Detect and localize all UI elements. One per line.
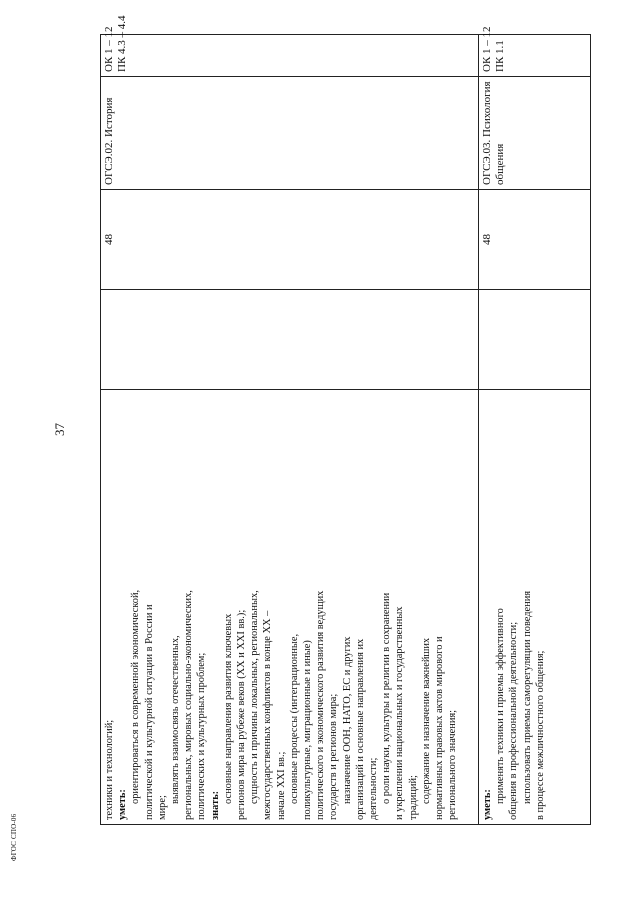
hours-value: 48: [481, 234, 493, 245]
discipline-cell: [101, 77, 479, 190]
content-line: мире;: [156, 795, 168, 820]
content-line: использовать приемы саморегуляции поведения: [521, 590, 533, 804]
content-line: общения в профессиональной деятельности;: [508, 621, 520, 820]
content-line: регионов мира на рубеже веков (XX и XXI вв.);: [236, 609, 248, 820]
content-line: политического и экономического развития ведущих: [315, 590, 327, 820]
discipline-name: ОГСЭ.02. История: [103, 97, 115, 185]
content-line: межгосударственных конфликтов в конце XX –: [262, 610, 274, 820]
footer-code: ФГОС СПО-06: [10, 813, 18, 861]
content-line: основные направления развития ключевых: [222, 613, 234, 804]
content-line: применять техники и приемы эффективного: [495, 608, 507, 804]
content-cell: [101, 390, 479, 825]
content-line: основные процессы (интеграционные,: [288, 633, 300, 804]
hours-value: 48: [103, 234, 115, 245]
competency-code: ОК 1 – 12: [481, 26, 493, 72]
content-line: знать:: [209, 790, 221, 820]
content-line: в процессе межличностного общения;: [534, 650, 546, 820]
curriculum-table: [100, 15, 591, 825]
content-line: уметь:: [482, 789, 493, 820]
content-line: нормативных правовых актов мирового и: [434, 636, 446, 820]
content-line: региональных, мировых социально-экономических,: [183, 590, 195, 820]
content-line: поликультурные, миграционные и иные): [302, 640, 314, 820]
page-number: 37: [52, 423, 67, 436]
content-line: ориентироваться в современной экономической,: [130, 589, 142, 804]
competency-code: ПК 1.1: [494, 40, 506, 72]
content-line: государств и регионов мира;: [328, 693, 340, 820]
content-line: назначение ООН, НАТО, ЕС и других: [341, 636, 353, 804]
empty-cell: [101, 290, 479, 390]
table-row: [479, 35, 591, 825]
discipline-name: общения: [494, 143, 506, 185]
competency-code: ОК 1 – 12: [103, 26, 115, 72]
content-line: традиций;: [407, 775, 419, 820]
curriculum-table-sheet: [100, 15, 590, 825]
content-line: политической и культурной ситуации в России и: [143, 604, 155, 820]
hours-cell: [479, 190, 591, 290]
competencies-cell: [101, 15, 479, 77]
competencies-cell: [479, 26, 591, 77]
content-line: уметь:: [117, 789, 129, 820]
content-line: регионального значения;: [447, 709, 459, 820]
content-line: сущность и причины локальных, региональных,: [249, 590, 261, 804]
table-row: [101, 35, 479, 825]
content-line: содержание и назначение важнейших: [420, 637, 432, 804]
content-line: о роли науки, культуры и религии в сохранении: [381, 592, 393, 804]
competency-code: ПК 4.3 – 4.4: [116, 15, 128, 72]
content-line: выявлять взаимосвязь отечественных,: [170, 635, 182, 804]
content-line: начале XXI вв.;: [275, 751, 287, 820]
content-line: деятельности;: [368, 757, 380, 820]
content-line: техники и технологий;: [104, 719, 115, 820]
content-cell: [479, 390, 591, 825]
discipline-cell: [479, 77, 591, 190]
discipline-name: ОГСЭ.03. Психология: [481, 81, 493, 185]
empty-cell: [479, 290, 591, 390]
content-line: и укреплении национальных и государственных: [394, 606, 406, 820]
content-line: политических и культурных проблем;: [196, 652, 208, 820]
content-line: организаций и основные направления их: [354, 638, 366, 820]
hours-cell: [101, 190, 479, 290]
